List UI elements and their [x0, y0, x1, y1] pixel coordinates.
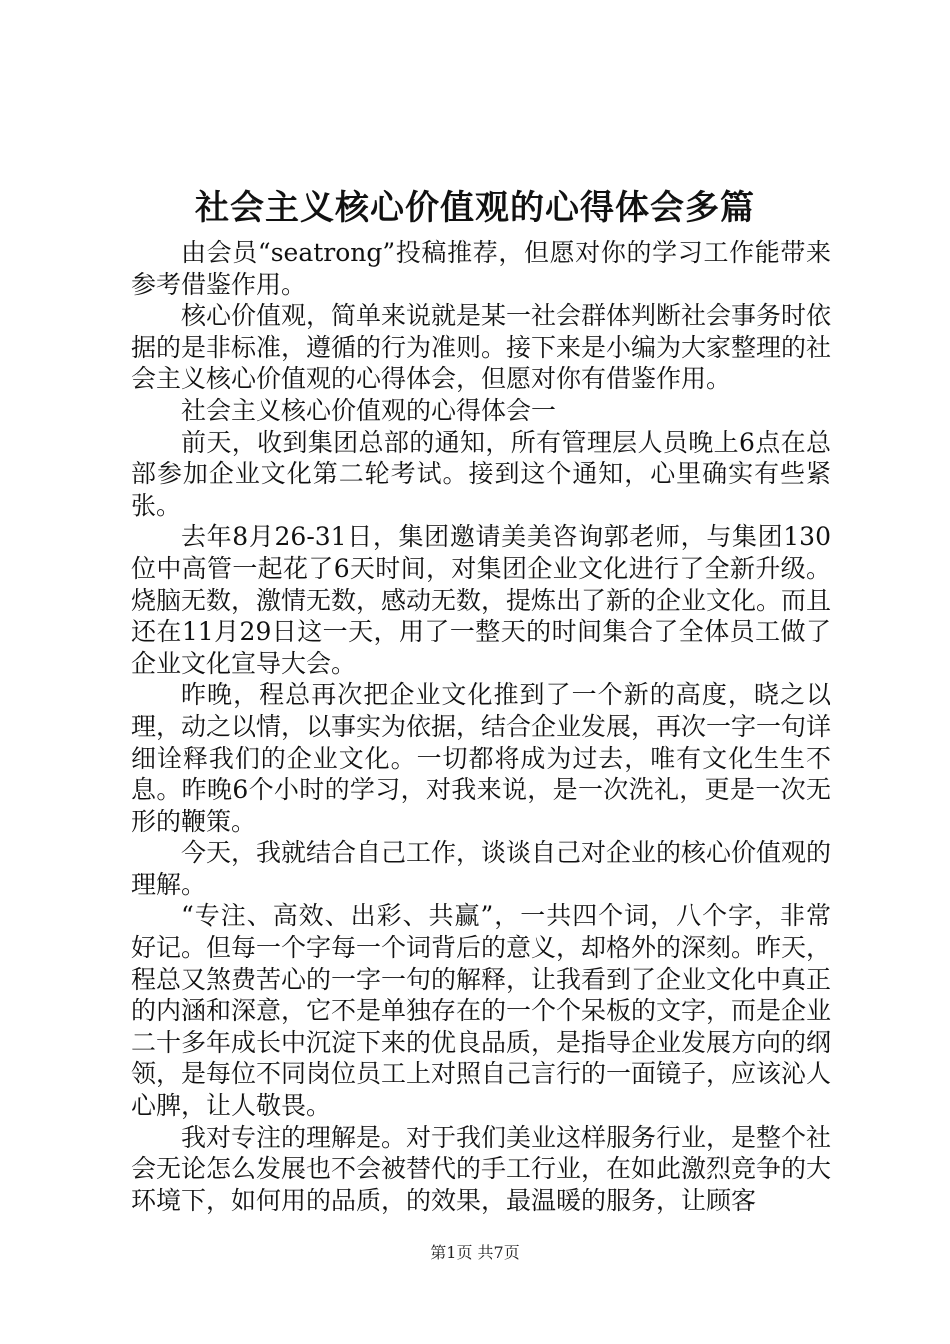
document-title: 社会主义核心价值观的心得体会多篇: [195, 188, 755, 228]
paragraph: 我对专注的理解是。对于我们美业这样服务行业，是整个社会无论怎么发展也不会被替代的手工行业，在如此激烈竞争的大环境下，如何用的品质，的效果，最温暖的服务，让顾客: [131, 1122, 832, 1215]
paragraph: 去年8月26-31日，集团邀请美美咨询郭老师，与集团130位中高管一起花了6天时间，对集团企业文化进行了全新升级。烧脑无数，激情无数，感动无数，提炼出了新的企业文化。而且还在11月29日这一天，用了一整天的时间集合了全体员工做了企业文化宣导大会。: [131, 522, 832, 678]
paragraph: 今天，我就结合自己工作，谈谈自己对企业的核心价值观的理解。: [131, 838, 832, 899]
paragraph: 昨晚，程总再次把企业文化推到了一个新的高度，晓之以理，动之以情，以事实为依据，结合企业发展，再次一字一句详细诠释我们的企业文化。一切都将成为过去，唯有文化生生不息。昨晚6个小时的学习，对我来说，是一次洗礼，更是一次无形的鞭策。: [131, 680, 832, 836]
document-body: [131, 237, 831, 1216]
paragraph: “专注、高效、出彩、共赢”，一共四个词，八个字，非常好记。但每一个字每一个词背后的意义，却格外的深刻。昨天，程总又煞费苦心的一字一句的解释，让我看到了企业文化中真正的内涵和深意，它不是单独存在的一个个呆板的文字，而是企业二十多年成长中沉淀下来的优良品质，是指导企业发展方向的纲领，是每位不同岗位员工上对照自己言行的一面镜子，应该沁人心脾，让人敬畏。: [131, 901, 832, 1121]
paragraph-intro: 由会员“seatrong”投稿推荐，但愿对你的学习工作能带来参考借鉴作用。: [131, 238, 831, 299]
page-footer: [0, 1243, 950, 1263]
paragraph: 前天，收到集团总部的通知，所有管理层人员晚上6点在总部参加企业文化第二轮考试。接到这个通知，心里确实有些紧张。: [131, 427, 831, 520]
paragraph-definition: 核心价值观，简单来说就是某一社会群体判断社会事务时依据的是非标准，遵循的行为准则。接下来是小编为大家整理的社会主义核心价值观的心得体会，但愿对你有借鉴作用。: [131, 301, 832, 394]
section-heading: 社会主义核心价值观的心得体会一: [181, 395, 557, 425]
page-number: 第1页 共7页: [430, 1243, 520, 1262]
